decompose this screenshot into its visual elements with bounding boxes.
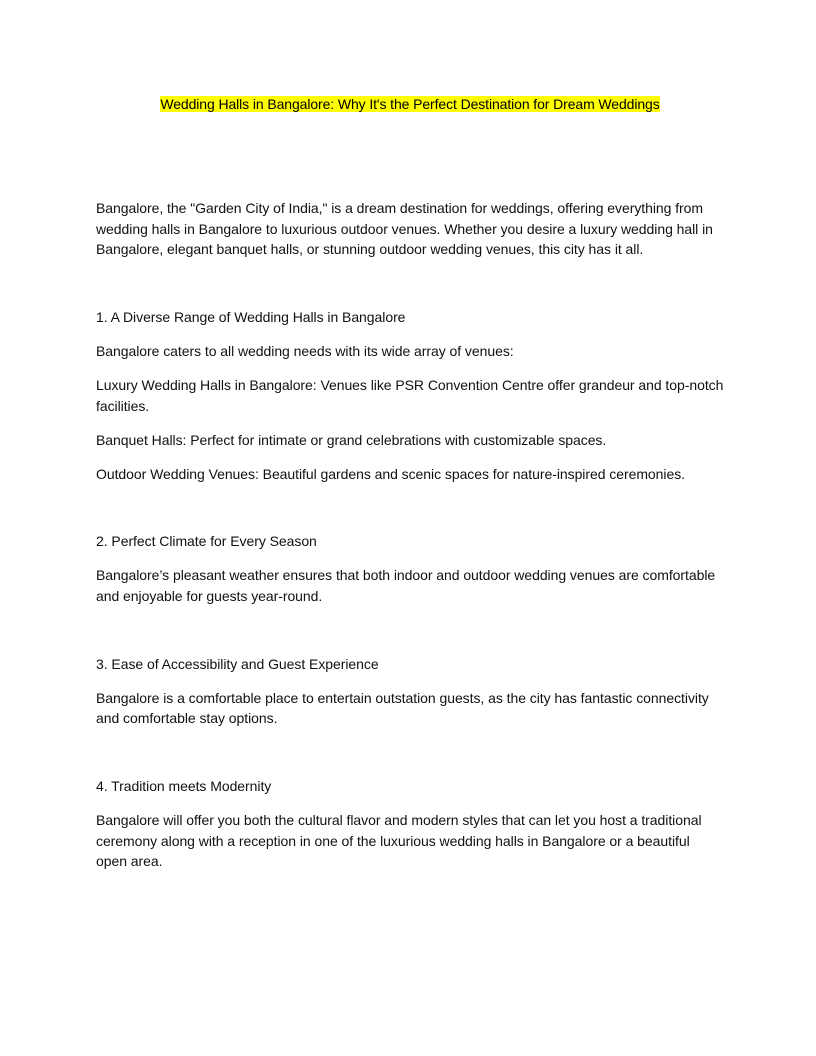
section-1 bbox=[96, 307, 724, 485]
section-paragraph: Bangalore is a comfortable place to entertain outstation guests, as the city has fantastic connectivity and comfortable stay options. bbox=[96, 689, 709, 727]
section-heading: 2. Perfect Climate for Every Season bbox=[96, 533, 317, 550]
section-paragraph: Bangalore’s pleasant weather ensures that both indoor and outdoor wedding venues are comfortable and enjoyable for guests year-round. bbox=[96, 567, 716, 605]
section-2 bbox=[96, 531, 724, 606]
section-paragraph: Bangalore will offer you both the cultural flavor and modern styles that can let you host a traditional ceremony along with a reception in one of the luxurious wedding halls in Bangalore or a beautiful open area. bbox=[96, 812, 702, 870]
section-heading: 3. Ease of Accessibility and Guest Experience bbox=[96, 655, 379, 672]
document-body bbox=[96, 198, 724, 885]
section-4 bbox=[96, 776, 724, 872]
section-heading: 4. Tradition meets Modernity bbox=[96, 777, 272, 794]
section-paragraph: Bangalore caters to all wedding needs with its wide array of venues: bbox=[96, 342, 514, 359]
intro-paragraph: Bangalore, the "Garden City of India," is a dream destination for weddings, offering everything from wedding halls in Bangalore to luxurious outdoor venues. Whether you desire a luxury wedding hall in Bangalore, elegant banquet halls, or stunning outdoor wedding venues, this city has it all. bbox=[96, 200, 713, 258]
section-3 bbox=[96, 654, 724, 729]
section-paragraph: Banquet Halls: Perfect for intimate or grand celebrations with customizable spaces. bbox=[96, 431, 607, 448]
section-heading: 1. A Diverse Range of Wedding Halls in Bangalore bbox=[96, 308, 406, 325]
title-container bbox=[96, 95, 724, 114]
section-paragraph: Luxury Wedding Halls in Bangalore: Venues like PSR Convention Centre offer grandeur and top-notch facilities. bbox=[96, 376, 724, 414]
document-title: Wedding Halls in Bangalore: Why It's the Perfect Destination for Dream Weddings bbox=[160, 96, 660, 112]
section-paragraph: Outdoor Wedding Venues: Beautiful gardens and scenic spaces for nature-inspired ceremonies. bbox=[96, 465, 685, 482]
